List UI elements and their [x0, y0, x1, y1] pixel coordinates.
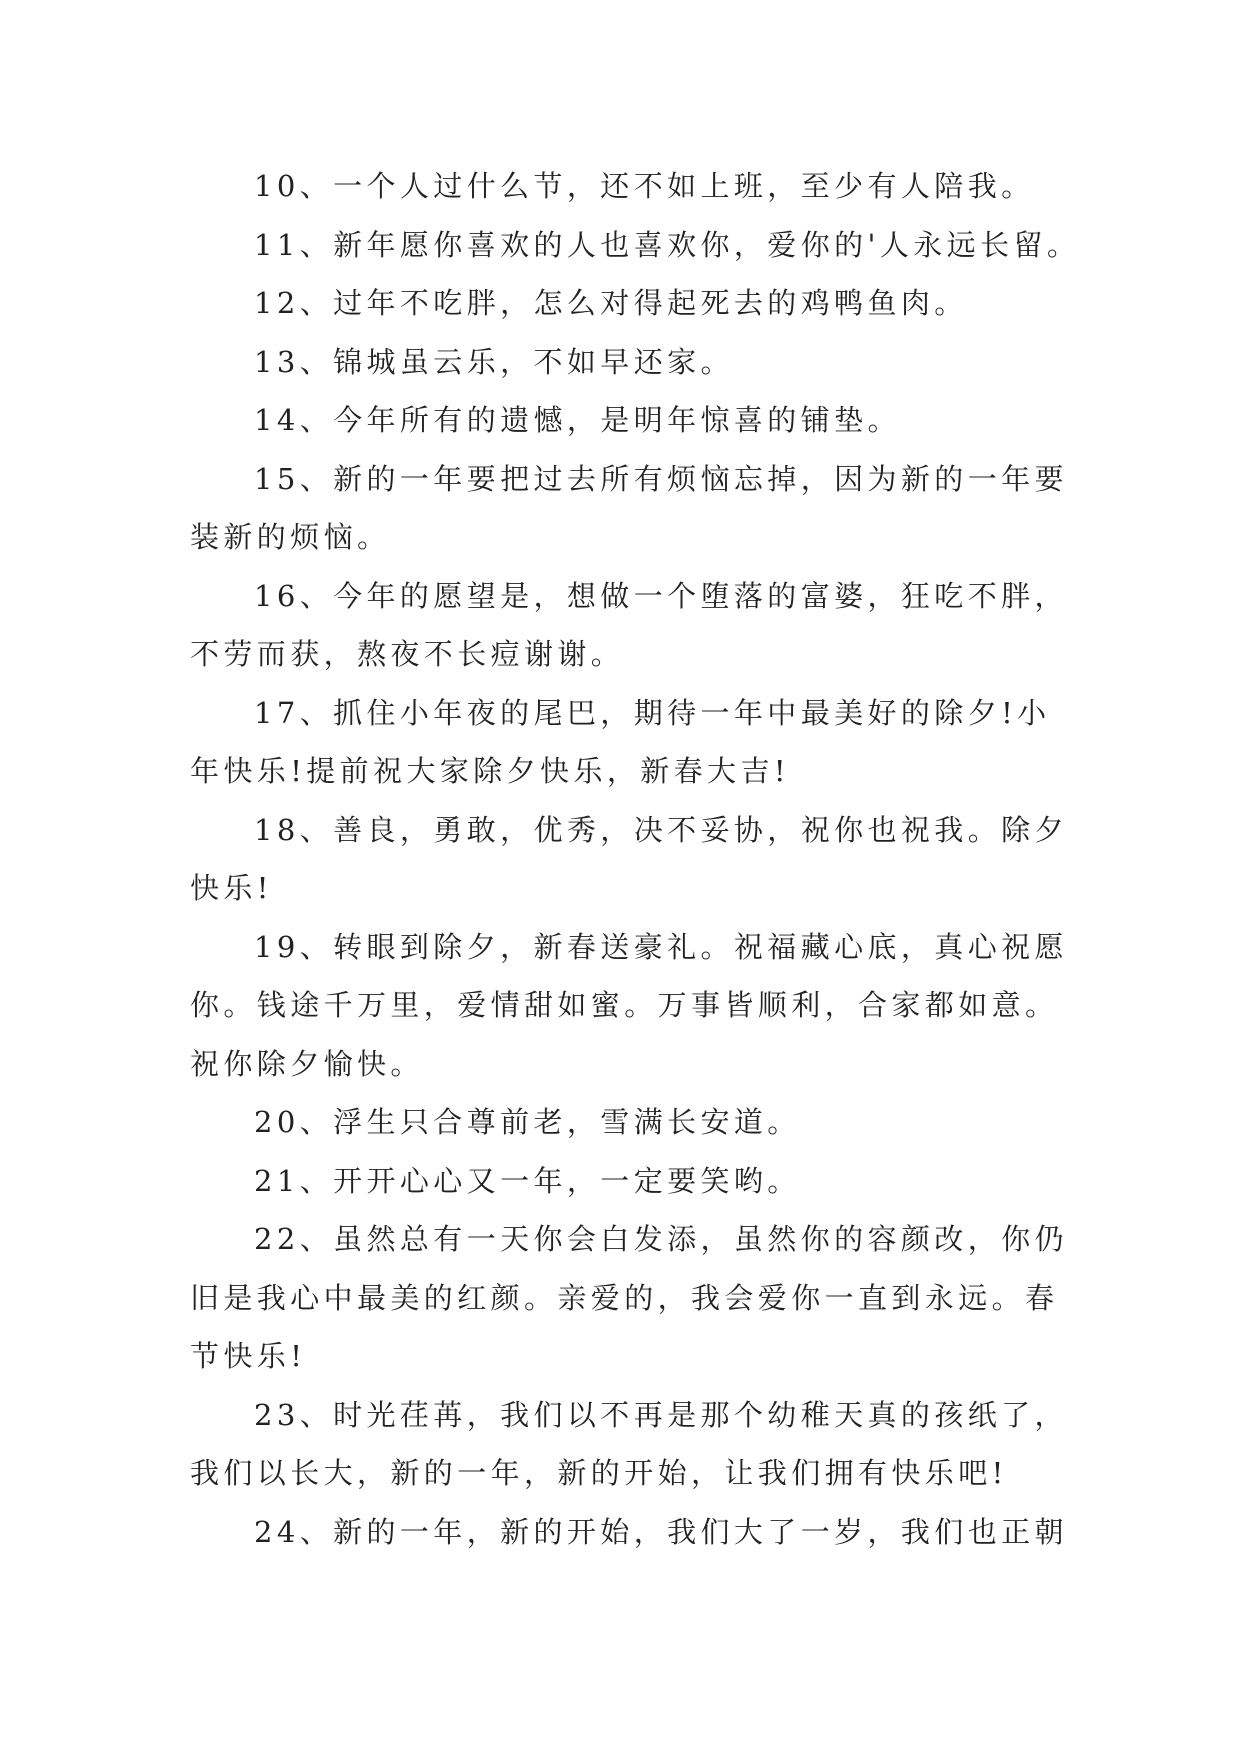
paragraph-22: 22、虽然总有一天你会白发添，虽然你的容颜改，你仍旧是我心中最美的红颜。亲爱的，我会爱你一直到永远。春节快乐! — [190, 1222, 1068, 1373]
paragraph-17: 17、抓住小年夜的尾巴，期待一年中最美好的除夕!小年快乐!提前祝大家除夕快乐，新春大吉! — [190, 695, 1051, 788]
paragraph-10: 10、一个人过什么节，还不如上班，至少有人陪我。 — [254, 169, 1035, 203]
paragraph-15: 15、新的一年要把过去所有烦恼忘掉，因为新的一年要装新的烦恼。 — [190, 461, 1068, 554]
document-body — [190, 157, 1081, 1561]
paragraph-14: 14、今年所有的遗憾，是明年惊喜的铺垫。 — [254, 403, 901, 437]
paragraph-19: 19、转眼到除夕，新春送豪礼。祝福藏心底，真心祝愿你。钱途千万里，爱情甜如蜜。万事皆顺利，合家都如意。祝你除夕愉快。 — [190, 929, 1068, 1081]
paragraph-12: 12、过年不吃胖，怎么对得起死去的鸡鸭鱼肉。 — [254, 286, 968, 320]
paragraph-18: 18、善良，勇敢，优秀，决不妥协，祝你也祝我。除夕快乐! — [190, 812, 1068, 905]
paragraph-16: 16、今年的愿望是，想做一个堕落的富婆，狂吃不胖，不劳而获，熬夜不长痘谢谢。 — [190, 578, 1068, 671]
paragraph-23: 23、时光荏苒，我们以不再是那个幼稚天真的孩纸了，我们以长大，新的一年，新的开始，让我们拥有快乐吧! — [190, 1397, 1068, 1490]
paragraph-11: 11、新年愿你喜欢的人也喜欢你，爱你的'人永远长留。 — [254, 227, 1081, 262]
paragraph-13: 13、锦城虽云乐，不如早还家。 — [254, 344, 734, 379]
paragraph-20: 20、浮生只合尊前老，雪满长安道。 — [254, 1105, 801, 1139]
paragraph-24: 24、新的一年，新的开始，我们大了一岁，我们也正朝 — [254, 1514, 1068, 1549]
paragraph-21: 21、开开心心又一年，一定要笑哟。 — [254, 1163, 801, 1198]
